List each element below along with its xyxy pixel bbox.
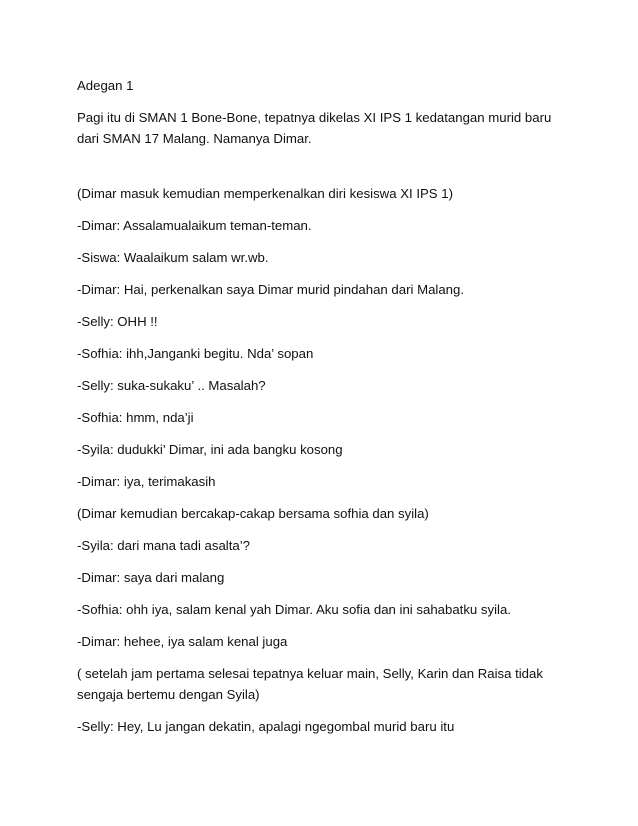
dialogue-line: -Dimar: Hai, perkenalkan saya Dimar murid pindahan dari Malang. xyxy=(77,282,465,297)
dialogue-line: -Dimar: saya dari malang xyxy=(77,570,225,585)
dialogue-line: -Siswa: Waalaikum salam wr.wb. xyxy=(77,250,269,265)
dialogue-line: -Selly: Hey, Lu jangan dekatin, apalagi ngegombal murid baru itu xyxy=(77,719,455,734)
dialogue-line: -Sofhia: hmm, nda’ji xyxy=(77,410,194,425)
document-body xyxy=(77,75,567,737)
dialogue-line: -Syila: dari mana tadi asalta’? xyxy=(77,538,250,553)
dialogue-line: -Selly: suka-sukaku’ .. Masalah? xyxy=(77,378,266,393)
dialogue-line: -Selly: OHH !! xyxy=(77,314,158,329)
dialogue-line: -Sofhia: ohh iya, salam kenal yah Dimar. Aku sofia dan ini sahabatku syila. xyxy=(77,602,511,617)
stage-direction: (Dimar kemudian bercakap-cakap bersama sofhia dan syila) xyxy=(77,506,429,521)
dialogue-line: -Syila: dudukki’ Dimar, ini ada bangku kosong xyxy=(77,442,343,457)
intro-paragraph: Pagi itu di SMAN 1 Bone-Bone, tepatnya dikelas XI IPS 1 kedatangan murid baru dari SMAN 17 Malang. Namanya Dimar. xyxy=(77,110,552,146)
dialogue-line: -Dimar: hehee, iya salam kenal juga xyxy=(77,634,288,649)
stage-direction: ( setelah jam pertama selesai tepatnya keluar main, Selly, Karin dan Raisa tidak sengaja bertemu dengan Syila) xyxy=(77,666,543,702)
dialogue-line: -Sofhia: ihh,Janganki begitu. Nda’ sopan xyxy=(77,346,314,361)
dialogue-line: -Dimar: iya, terimakasih xyxy=(77,474,216,489)
dialogue-line: -Dimar: Assalamualaikum teman-teman. xyxy=(77,218,312,233)
stage-direction: (Dimar masuk kemudian memperkenalkan diri kesiswa XI IPS 1) xyxy=(77,186,453,201)
scene-heading: Adegan 1 xyxy=(77,78,134,93)
